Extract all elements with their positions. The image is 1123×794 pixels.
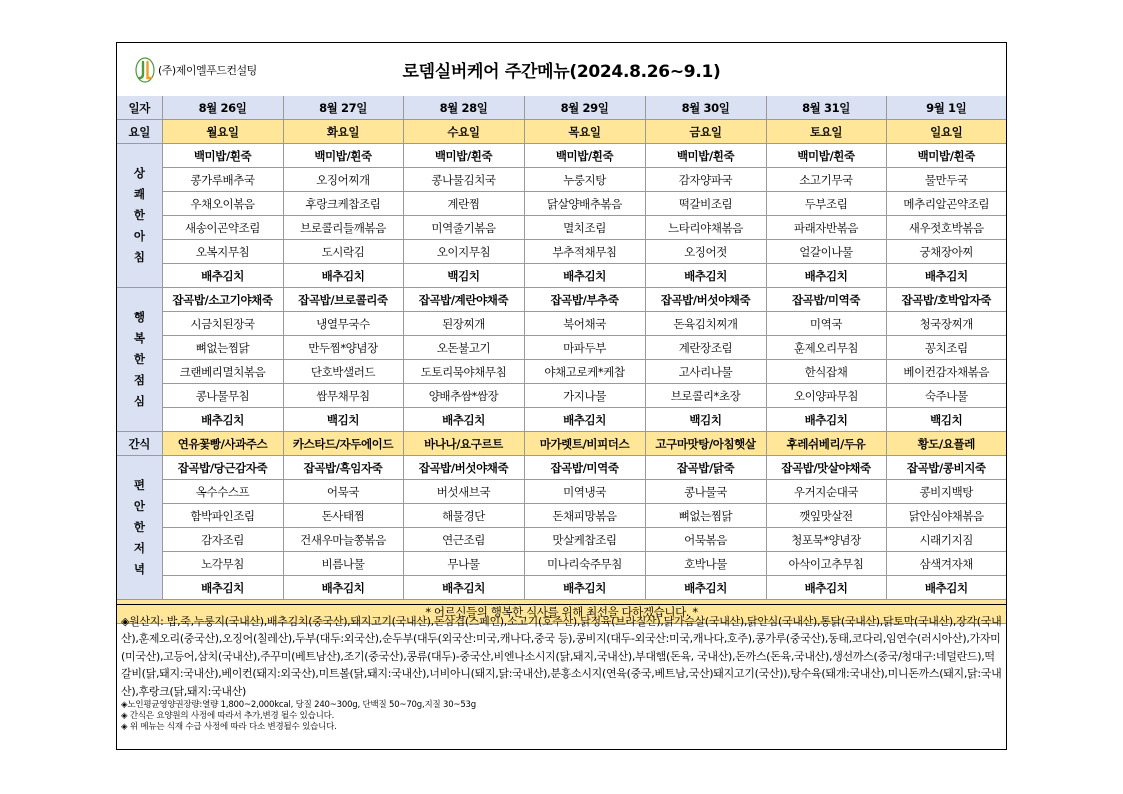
menu-item: 아삭이고추무침 (766, 552, 886, 576)
menu-item: 닭안심야채볶음 (886, 504, 1006, 528)
menu-item: 백미밥/흰죽 (766, 144, 886, 168)
meal-row (117, 408, 1006, 432)
meal-label-char: 쾌 (133, 187, 145, 201)
menu-item: 깻잎맛살전 (766, 504, 886, 528)
menu-item: 브로콜리*초장 (645, 384, 766, 408)
menu-item: 잡곡밥/계란야채죽 (403, 288, 524, 312)
menu-sheet (116, 42, 1007, 750)
meal-label (117, 144, 162, 288)
menu-item: 베이컨감자채볶음 (886, 360, 1006, 384)
menu-item: 된장찌개 (403, 312, 524, 336)
menu-item: 메추리알곤약조림 (886, 192, 1006, 216)
meal-label (117, 456, 162, 600)
menu-item: 크랜베리멸치볶음 (162, 360, 283, 384)
menu-item: 삼색겨자채 (886, 552, 1006, 576)
menu-item: 배추김치 (162, 408, 283, 432)
menu-item: 얼갈이나물 (766, 240, 886, 264)
menu-item: 파래자반볶음 (766, 216, 886, 240)
weekday-cell: 월요일 (162, 120, 283, 144)
menu-item: 도시락김 (283, 240, 403, 264)
notes-section (117, 604, 1006, 749)
menu-item: 미나리숙주무침 (524, 552, 645, 576)
menu-item: 콩가루배추국 (162, 168, 283, 192)
date-cell: 9월 1일 (886, 96, 1006, 120)
menu-item: 후랑크케찹조림 (283, 192, 403, 216)
menu-item: 멸치조림 (524, 216, 645, 240)
menu-item: 한식잡채 (766, 360, 886, 384)
menu-item: 계란장조림 (645, 336, 766, 360)
snack-cell: 연유꽃빵/사과주스 (162, 432, 283, 456)
snack-cell: 후레쉬베리/두유 (766, 432, 886, 456)
menu-item: 청국장찌개 (886, 312, 1006, 336)
menu-item: 오돈불고기 (403, 336, 524, 360)
menu-item: 감자양파국 (645, 168, 766, 192)
footnote-change: ◈ 위 메뉴는 식재 수급 사정에 따라 다소 변경될수 있습니다. (121, 722, 337, 733)
date-cell: 8월 27일 (283, 96, 403, 120)
menu-item: 배추김치 (645, 264, 766, 288)
meal-row (117, 336, 1006, 360)
menu-item: 도토리묵야채무침 (403, 360, 524, 384)
menu-item: 백김치 (886, 408, 1006, 432)
menu-item: 시금치된장국 (162, 312, 283, 336)
meal-label-char: 안 (133, 499, 145, 513)
menu-item: 단호박샐러드 (283, 360, 403, 384)
meal-label-char: 한 (133, 352, 145, 366)
meal-row (117, 456, 1006, 480)
menu-item: 물만두국 (886, 168, 1006, 192)
menu-item: 배추김치 (283, 576, 403, 600)
menu-item: 배추김치 (886, 264, 1006, 288)
menu-item: 양배추쌈*쌈장 (403, 384, 524, 408)
menu-item: 노각무침 (162, 552, 283, 576)
meal-label (117, 288, 162, 432)
menu-item: 새송이곤약조림 (162, 216, 283, 240)
menu-item: 돈육김치찌개 (645, 312, 766, 336)
meal-label-char: 점 (133, 373, 145, 387)
page-title: 로뎀실버케어 주간메뉴(2024.8.26~9.1) (402, 62, 721, 82)
menu-item: 꽁치조림 (886, 336, 1006, 360)
menu-item: 백미밥/흰죽 (403, 144, 524, 168)
menu-item: 오징어젓 (645, 240, 766, 264)
menu-item: 새우젓호박볶음 (886, 216, 1006, 240)
date-cell: 8월 30일 (645, 96, 766, 120)
menu-item: 잡곡밥/미역죽 (524, 456, 645, 480)
menu-item: 야채고로케*케찹 (524, 360, 645, 384)
menu-item: 배추김치 (403, 408, 524, 432)
menu-item: 뼈없는찜닭 (162, 336, 283, 360)
date-cell: 8월 29일 (524, 96, 645, 120)
menu-item: 돈사태찜 (283, 504, 403, 528)
menu-item: 잡곡밥/소고기야채죽 (162, 288, 283, 312)
menu-item: 맛살케찹조림 (524, 528, 645, 552)
menu-item: 잡곡밥/버섯야채죽 (403, 456, 524, 480)
menu-item: 백김치 (403, 264, 524, 288)
menu-item: 오징어찌개 (283, 168, 403, 192)
meal-label-char: 행 (133, 310, 145, 324)
snack-row (117, 432, 1006, 456)
menu-item: 배추김치 (645, 576, 766, 600)
origin-info: ◈원산지: 밥,죽,누룽지(국내산),배추김치(중국산),돼지고기(국내산),돈삼겹(스페인),소고기(호주산),닭정육(브라질산),닭가슴살(국내산),닭안심(국내산),통닭(국내산),닭토막(국내산),장각(국내산),훈제오리(중국산),오징어(칠레산),두부(대두:외국산),순두부(대두(외국산:미국,캐나다,중국 등),콩비지(대두-외국산:미국,캐나다,호주),콩가루(중국산),동태,코다리,임연수(러시아산),가자미(미국산),고등어,삼치(국내산),주꾸미(베트남산),조기(중국산),콩류(대두)-중국산,비엔나소시지(닭,돼지,국내산),부대햄(돈육, 국내산),돈까스(돈육,국내산),생선까스(중국/청대구:네덜란드),떡갈비(닭,돼지:국내산),베이컨(돼지:외국산),미트볼(닭,돼지:국내산),너비아니(돼지,닭:국내산),분홍소시지(연육(중국,베트남,국산)돼지고기(국산)),탕수육(돼개:국내산),미니돈까스(돼지,닭:국내산),후랑크(닭,돼지:국내산) (121, 615, 1002, 698)
menu-item: 궁채장아찌 (886, 240, 1006, 264)
menu-item: 잡곡밥/흑임자죽 (283, 456, 403, 480)
menu-item: 미역냉국 (524, 480, 645, 504)
snack-cell: 카스타드/자두에이드 (283, 432, 403, 456)
menu-item: 배추김치 (886, 576, 1006, 600)
company-name: (주)제이엘푸드컨설팅 (158, 64, 257, 77)
menu-item: 어묵국 (283, 480, 403, 504)
menu-item: 잡곡밥/미역죽 (766, 288, 886, 312)
meal-row (117, 504, 1006, 528)
menu-item: 미역줄기볶음 (403, 216, 524, 240)
menu-item: 콩비지백탕 (886, 480, 1006, 504)
weekday-cell: 일요일 (886, 120, 1006, 144)
menu-item: 뼈없는찜닭 (645, 504, 766, 528)
meal-row (117, 288, 1006, 312)
meal-label-char: 녁 (133, 562, 145, 576)
menu-item: 우거지순대국 (766, 480, 886, 504)
menu-item: 백김치 (645, 408, 766, 432)
menu-item: 배추김치 (524, 408, 645, 432)
menu-item: 고사리나물 (645, 360, 766, 384)
snack-cell: 황도/요플레 (886, 432, 1006, 456)
weekday-cell: 금요일 (645, 120, 766, 144)
menu-item: 배추김치 (766, 576, 886, 600)
snack-cell: 마가렛트/비피더스 (524, 432, 645, 456)
menu-item: 잡곡밥/부추죽 (524, 288, 645, 312)
menu-item: 버섯새브국 (403, 480, 524, 504)
menu-item: 숙주나물 (886, 384, 1006, 408)
menu-item: 연근조림 (403, 528, 524, 552)
weekday-row (117, 120, 1006, 144)
menu-item: 미역국 (766, 312, 886, 336)
menu-item: 건새우마늘쫑볶음 (283, 528, 403, 552)
menu-item: 만두찜*양념장 (283, 336, 403, 360)
menu-item: 콩나물국 (645, 480, 766, 504)
menu-item: 돈채피망볶음 (524, 504, 645, 528)
header (117, 43, 1006, 97)
weekly-menu-table (117, 96, 1006, 624)
menu-item: 냉열무국수 (283, 312, 403, 336)
meal-row (117, 312, 1006, 336)
menu-item: 느타리야채볶음 (645, 216, 766, 240)
menu-item: 백미밥/흰죽 (524, 144, 645, 168)
menu-item: 배추김치 (766, 408, 886, 432)
menu-item: 마파두부 (524, 336, 645, 360)
date-label: 일자 (117, 96, 162, 120)
menu-item: 잡곡밥/브로콜리죽 (283, 288, 403, 312)
menu-item: 배추김치 (524, 264, 645, 288)
snack-cell: 고구마맛탕/아침햇살 (645, 432, 766, 456)
meal-label-char: 저 (133, 541, 145, 555)
meal-row (117, 360, 1006, 384)
meal-row (117, 192, 1006, 216)
meal-row (117, 240, 1006, 264)
meal-row (117, 216, 1006, 240)
meal-row (117, 264, 1006, 288)
meal-row (117, 480, 1006, 504)
menu-item: 감자조림 (162, 528, 283, 552)
meal-row (117, 576, 1006, 600)
menu-item: 부추적채무침 (524, 240, 645, 264)
menu-item: 옥수수스프 (162, 480, 283, 504)
menu-item: 오이양파무침 (766, 384, 886, 408)
snack-label: 간식 (117, 432, 162, 456)
meal-label-char: 상 (133, 166, 145, 180)
menu-item: 호박나물 (645, 552, 766, 576)
menu-item: 브로콜리들깨볶음 (283, 216, 403, 240)
meal-row (117, 384, 1006, 408)
meal-label-char: 한 (133, 208, 145, 222)
meal-label-char: 복 (133, 331, 145, 345)
snack-cell: 바나나/요구르트 (403, 432, 524, 456)
menu-item: 북어채국 (524, 312, 645, 336)
menu-item: 배추김치 (766, 264, 886, 288)
date-row (117, 96, 1006, 120)
meal-row (117, 528, 1006, 552)
menu-item: 가지나물 (524, 384, 645, 408)
menu-item: 백미밥/흰죽 (162, 144, 283, 168)
menu-item: 함박파인조림 (162, 504, 283, 528)
menu-item: 시래기지짐 (886, 528, 1006, 552)
menu-item: 계란찜 (403, 192, 524, 216)
weekday-cell: 수요일 (403, 120, 524, 144)
menu-item: 잡곡밥/닭죽 (645, 456, 766, 480)
menu-item: 배추김치 (283, 264, 403, 288)
weekday-cell: 토요일 (766, 120, 886, 144)
menu-item: 백미밥/흰죽 (645, 144, 766, 168)
date-cell: 8월 26일 (162, 96, 283, 120)
meal-row (117, 168, 1006, 192)
meal-label-char: 침 (133, 250, 145, 264)
meal-label-char: 심 (133, 394, 145, 408)
meal-row (117, 552, 1006, 576)
menu-item: 백미밥/흰죽 (283, 144, 403, 168)
menu-item: 잡곡밥/콩비지죽 (886, 456, 1006, 480)
menu-item: 배추김치 (524, 576, 645, 600)
weekday-label: 요일 (117, 120, 162, 144)
menu-item: 잡곡밥/당근감자죽 (162, 456, 283, 480)
meal-label-char: 편 (133, 478, 145, 492)
weekday-cell: 화요일 (283, 120, 403, 144)
menu-item: 떡갈비조림 (645, 192, 766, 216)
menu-item: 잡곡밥/호박압자죽 (886, 288, 1006, 312)
meal-label-char: 아 (133, 229, 145, 243)
menu-item: 콩나물무침 (162, 384, 283, 408)
menu-item: 어묵볶음 (645, 528, 766, 552)
menu-item: 두부조림 (766, 192, 886, 216)
footnote-nutrition: ◈노인평균영양권장량:열량 1,800~2,000kcal, 당질 240~300g, 단백질 50~70g,지질 30~53g (121, 700, 476, 711)
date-cell: 8월 31일 (766, 96, 886, 120)
menu-item: 무나물 (403, 552, 524, 576)
menu-item: 소고기무국 (766, 168, 886, 192)
menu-item: 잡곡밥/맛살야채죽 (766, 456, 886, 480)
menu-item: 쌈무채무침 (283, 384, 403, 408)
menu-item: 비름나물 (283, 552, 403, 576)
menu-item: 누룽지탕 (524, 168, 645, 192)
menu-item: 배추김치 (162, 576, 283, 600)
menu-item: 백미밥/흰죽 (886, 144, 1006, 168)
menu-item: 우채오이볶음 (162, 192, 283, 216)
footnote-snack: ◈ 간식은 요양원의 사정에 따라서 추가,변경 될수 있습니다. (121, 711, 335, 722)
menu-item: 잡곡밥/버섯야채죽 (645, 288, 766, 312)
menu-item: 훈제오리무침 (766, 336, 886, 360)
menu-item: 해물경단 (403, 504, 524, 528)
date-cell: 8월 28일 (403, 96, 524, 120)
menu-item: 콩나물김치국 (403, 168, 524, 192)
meal-label-char: 한 (133, 520, 145, 534)
menu-item: 오이지무침 (403, 240, 524, 264)
menu-item: 청포묵*양념장 (766, 528, 886, 552)
menu-item: 닭살양배추볶음 (524, 192, 645, 216)
menu-item: 백김치 (283, 408, 403, 432)
menu-item: 오복지무침 (162, 240, 283, 264)
menu-item: 배추김치 (162, 264, 283, 288)
closing-message: * 어르신들의 행복한 식사를 위해 최선을 다하겠습니다. * (117, 600, 1006, 624)
meal-row (117, 144, 1006, 168)
menu-item: 배추김치 (403, 576, 524, 600)
weekday-cell: 목요일 (524, 120, 645, 144)
